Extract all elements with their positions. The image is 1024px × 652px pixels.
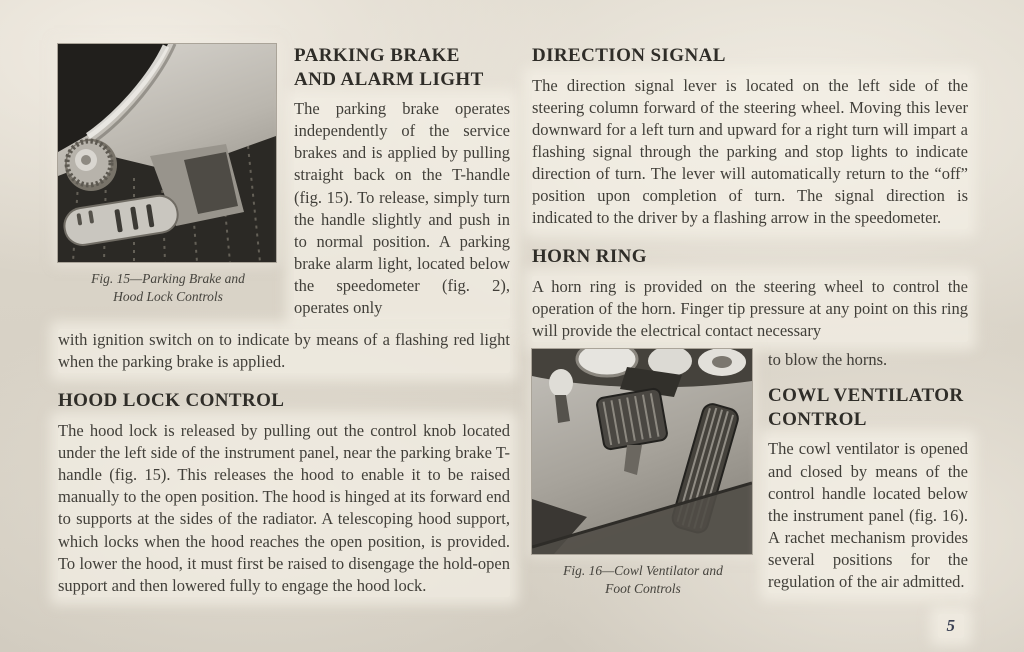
cowl-ventilator-section — [532, 349, 968, 597]
figure-15 — [58, 44, 278, 305]
cowl-ventilator-photo-illustration — [532, 349, 752, 554]
figure-16-photo — [532, 349, 752, 554]
parking-brake-heading-line1: PARKING BRAKE — [294, 45, 460, 66]
figure-15-photo — [58, 44, 276, 262]
parking-brake-text — [294, 44, 510, 319]
horn-ring-paragraph-continued: to blow the horns. — [768, 350, 888, 370]
cowl-ventilator-heading-line2: CONTROL — [768, 408, 867, 430]
figure-16 — [532, 349, 754, 597]
parking-brake-paragraph: The parking brake operates independently of the service brakes and is applied by pulling straight back on the T-handle (fig. 15). To release, simply turn the handle slightly and push in to normal position. A parking brake alarm light, located below the speedometer (fig. 2), operates only — [294, 98, 510, 319]
parking-brake-heading-line2: AND ALARM LIGHT — [294, 68, 484, 90]
horn-ring-heading: HORN RING — [532, 246, 647, 268]
hood-lock-heading: HOOD LOCK CONTROL — [58, 390, 285, 412]
figure-16-caption — [532, 562, 754, 597]
right-column — [532, 44, 968, 597]
figure-16-caption-line1: Fig. 16—Cowl Ventilator and — [563, 563, 723, 579]
left-column — [58, 44, 510, 597]
parking-brake-section — [58, 44, 510, 319]
figure-15-caption — [58, 270, 278, 305]
column-gutter — [510, 44, 532, 597]
hood-lock-paragraph: The hood lock is released by pulling out the control knob located under the left side of the instrument panel, near the parking brake T-handle (fig. 15). This releases the hood to enable it to be raised manually to the open position. The hood is hinged at its forward end to supports at the sides of the radiator. A telescoping hood support, which locks when the hood reaches the open position, is provided. To lower the hood, it must first be raised to disengage the hold-open support and then lowered fully to engage the hood lock. — [58, 420, 510, 597]
page-number: 5 — [938, 614, 965, 638]
parking-brake-paragraph-continued: with ignition switch on to indicate by means of a flashing red light when the parking brake is applied. — [58, 329, 510, 373]
figure-16-caption-line2: Foot Controls — [605, 580, 681, 596]
parking-brake-photo-illustration — [58, 44, 276, 262]
cowl-ventilator-heading — [768, 384, 968, 431]
horn-ring-paragraph: A horn ring is provided on the steering wheel to control the operation of the horn. Finger tip pressure at any point on this ring will provide the electrical contact necessary — [532, 276, 968, 342]
cowl-ventilator-heading-line1: COWL VENTILATOR — [768, 385, 964, 407]
direction-signal-paragraph: The direction signal lever is located on the left side of the steering column forward of the steering wheel. Moving this lever downward for a left turn and upward for a right turn will impart a flashing signal through the parking and stop lights to indicate direction of turn. The lever will automatically return to the “off” position upon completion of turn. The signal direction is indicated to the driver by a flashing arrow in the speedometer. — [532, 75, 968, 230]
direction-signal-heading: DIRECTION SIGNAL — [532, 45, 726, 66]
parking-brake-heading — [294, 44, 510, 91]
figure-15-caption-line2: Hood Lock Controls — [113, 288, 223, 304]
figure-15-caption-line1: Fig. 15—Parking Brake and — [91, 271, 245, 286]
cowl-ventilator-text — [768, 349, 968, 593]
cowl-ventilator-paragraph: The cowl ventilator is opened and closed by means of the control handle located below the instrument panel (fig. 16). A rachet mechanism provides several positions for the regulation of the air admitted. — [768, 438, 968, 593]
